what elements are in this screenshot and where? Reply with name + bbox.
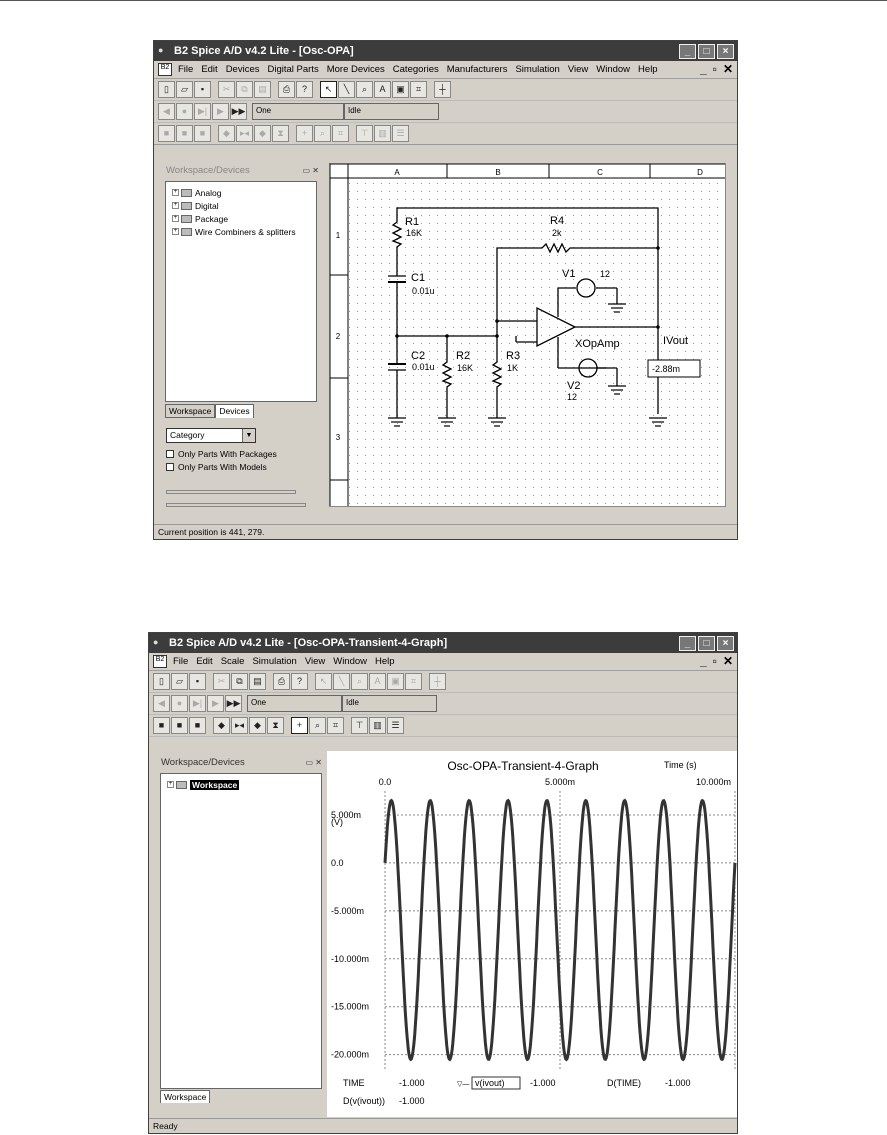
menu-view[interactable]: View xyxy=(304,656,326,667)
y-tick-label: -5.000m xyxy=(331,905,365,916)
cursor-icon[interactable]: ⊤ xyxy=(351,717,368,734)
r4-label: R4 xyxy=(550,215,565,227)
sim-mode-field: One xyxy=(247,695,342,712)
r2-label: R2 xyxy=(456,350,471,362)
stop3-icon[interactable]: ■ xyxy=(194,125,211,142)
copy-icon[interactable]: ⧉ xyxy=(236,81,253,98)
probe-value: -2.88m xyxy=(652,364,681,374)
r2-value: 16K xyxy=(457,363,474,373)
x-tick-label: 5.000m xyxy=(544,777,576,787)
graph-crop-icon[interactable]: ⌗ xyxy=(327,717,344,734)
folder-icon xyxy=(181,189,192,197)
v1-value: 12 xyxy=(600,269,611,279)
panel-splitter[interactable] xyxy=(166,490,296,494)
folder-icon xyxy=(181,215,192,223)
series-readout-label: v(ivout) xyxy=(475,1078,505,1088)
y-tick-label: 5.000m xyxy=(331,809,362,820)
mdi-minimize-button[interactable]: _ xyxy=(699,62,707,76)
maximize-button[interactable]: □ xyxy=(698,636,715,651)
label-icon[interactable]: ▣ xyxy=(387,673,404,690)
step-icon[interactable]: ▶| xyxy=(194,103,211,120)
dtime-readout-value: -1.000 xyxy=(665,1078,691,1088)
title-bar[interactable] xyxy=(149,633,737,653)
menu-help[interactable]: Help xyxy=(375,656,395,667)
document-icon[interactable]: B2 xyxy=(153,655,167,668)
tab-devices[interactable]: Devices xyxy=(215,404,253,418)
zoom-icon[interactable]: ⌕ xyxy=(356,81,373,98)
stop-icon[interactable]: ■ xyxy=(153,717,170,734)
text-icon[interactable]: A xyxy=(369,673,386,690)
rows-icon[interactable]: ☰ xyxy=(392,125,409,142)
series-marker-icon: ▽— xyxy=(457,1081,470,1088)
y-tick-label: -20.000m xyxy=(331,1049,370,1060)
dtime-readout-label: D(TIME) xyxy=(607,1078,641,1088)
workspace-panel xyxy=(158,755,326,1109)
sim-status-field: Idle xyxy=(344,103,439,120)
graph-crop-icon[interactable]: ⌗ xyxy=(332,125,349,142)
panel-slider[interactable] xyxy=(166,503,306,507)
fast-forward-icon[interactable]: ▶▶ xyxy=(225,695,242,712)
columns-icon[interactable]: ▥ xyxy=(369,717,386,734)
row-header-3: 3 xyxy=(335,433,341,442)
workspace-tree xyxy=(160,773,322,1089)
vertical-scrollbar[interactable] xyxy=(725,163,737,507)
text-icon[interactable]: A xyxy=(374,81,391,98)
transient-graph xyxy=(327,751,737,1117)
cut-icon[interactable]: ✂ xyxy=(213,673,230,690)
new-icon[interactable]: ▯ xyxy=(153,673,170,690)
col-header-c: C xyxy=(597,168,603,177)
tree-item-package[interactable]: + Package xyxy=(173,213,229,224)
schematic-drawing xyxy=(330,164,726,507)
graph-zoom-icon[interactable]: ⌕ xyxy=(314,125,331,142)
minimize-button[interactable]: _ xyxy=(679,636,696,651)
h-shrink-icon[interactable]: ▸◂ xyxy=(236,125,253,142)
save-icon[interactable]: ▪ xyxy=(194,81,211,98)
standard-toolbar xyxy=(154,79,737,101)
window-title: B2 Spice A/D v4.2 Lite - [Osc-OPA-Transient-4-Graph] xyxy=(169,637,448,649)
opamp-label: XOpAmp xyxy=(575,338,620,350)
time-readout-label: TIME xyxy=(343,1078,365,1088)
c2-value: 0.01u xyxy=(412,362,435,372)
dseries-readout-label: D(v(ivout)) xyxy=(343,1096,385,1106)
schematic-canvas[interactable] xyxy=(329,163,726,507)
v-expand-icon[interactable]: ◆ xyxy=(254,125,271,142)
menu-digital-parts[interactable]: Digital Parts xyxy=(267,64,319,75)
mdi-restore-button[interactable]: ▫ xyxy=(712,654,717,668)
y-tick-label: -15.000m xyxy=(331,1001,370,1012)
stop2-icon[interactable]: ■ xyxy=(171,717,188,734)
mdi-close-button[interactable]: ✕ xyxy=(722,654,733,668)
cut-icon[interactable]: ✂ xyxy=(218,81,235,98)
v-expand-icon[interactable]: ◆ xyxy=(249,717,266,734)
y-axis-label: (V) xyxy=(331,817,343,827)
help-icon[interactable]: ? xyxy=(291,673,308,690)
crosshair-icon[interactable]: + xyxy=(296,125,313,142)
tree-item-wire-combiners[interactable]: + Wire Combiners & splitters xyxy=(173,226,296,237)
play-icon[interactable]: ▶ xyxy=(212,103,229,120)
status-text: Current position is 441, 279. xyxy=(158,527,265,537)
menu-bar xyxy=(149,653,737,671)
y-tick-label: -10.000m xyxy=(331,953,370,964)
step-icon[interactable]: ▶| xyxy=(189,695,206,712)
copy-icon[interactable]: ⧉ xyxy=(231,673,248,690)
col-header-a: A xyxy=(394,168,400,177)
r3-label: R3 xyxy=(506,350,521,362)
time-readout-value: -1.000 xyxy=(399,1078,425,1088)
x-axis-label: Time (s) xyxy=(664,760,697,770)
panel-close-icon[interactable]: ▭ ✕ xyxy=(302,165,319,175)
simulation-toolbar xyxy=(154,101,737,123)
menu-edit[interactable]: Edit xyxy=(201,64,218,75)
packages-checkbox[interactable]: Only Parts With Packages xyxy=(166,449,277,459)
standard-toolbar xyxy=(149,671,737,693)
panel-tabs xyxy=(165,404,254,418)
cursor-icon[interactable]: ⊤ xyxy=(356,125,373,142)
c2-label: C2 xyxy=(411,350,426,362)
maximize-button[interactable]: □ xyxy=(698,44,715,59)
tree-item-digital[interactable]: + Digital xyxy=(173,200,219,211)
r4-value: 2k xyxy=(552,228,562,238)
stop2-icon[interactable]: ■ xyxy=(176,125,193,142)
simulation-toolbar xyxy=(149,693,737,715)
models-checkbox[interactable]: Only Parts With Models xyxy=(166,462,277,472)
title-bar[interactable] xyxy=(154,41,737,61)
stop-icon[interactable]: ■ xyxy=(158,125,175,142)
menu-more-devices[interactable]: More Devices xyxy=(326,64,385,75)
help-icon[interactable]: ? xyxy=(296,81,313,98)
r1-value: 16K xyxy=(406,228,423,238)
category-select[interactable]: Category ▼ xyxy=(166,428,256,443)
menu-file[interactable]: File xyxy=(173,656,189,667)
crop-icon[interactable]: ⌗ xyxy=(410,81,427,98)
h-shrink-icon[interactable]: ▸◂ xyxy=(231,717,248,734)
workspace-icon xyxy=(176,781,187,789)
v1-label: V1 xyxy=(562,268,576,280)
row-header-2: 2 xyxy=(335,332,341,341)
workspace-panel xyxy=(163,163,323,511)
schematic-window xyxy=(153,40,738,540)
graph-zoom-icon[interactable]: ⌕ xyxy=(309,717,326,734)
chevron-down-icon: ▼ xyxy=(242,429,255,442)
open-icon[interactable]: ▱ xyxy=(176,81,193,98)
menu-window[interactable]: Window xyxy=(333,656,368,667)
h-expand-icon[interactable]: ◆ xyxy=(218,125,235,142)
graph-window xyxy=(148,632,738,1134)
play-icon[interactable]: ▶ xyxy=(207,695,224,712)
menu-view[interactable]: View xyxy=(567,64,589,75)
menu-bar xyxy=(154,61,737,79)
sim-status-field: Idle xyxy=(342,695,437,712)
panel-title: Workspace/Devices ▭ ✕ xyxy=(161,756,322,768)
wire-icon[interactable]: ╲ xyxy=(333,673,350,690)
save-icon[interactable]: ▪ xyxy=(189,673,206,690)
app-icon: ● xyxy=(153,637,159,647)
menu-file[interactable]: File xyxy=(178,64,194,75)
tab-workspace[interactable]: Workspace xyxy=(165,404,215,418)
columns-icon[interactable]: ▥ xyxy=(374,125,391,142)
document-icon[interactable]: B2 xyxy=(158,63,172,76)
series-readout-value: -1.000 xyxy=(530,1078,556,1088)
status-text: Ready xyxy=(153,1121,178,1131)
crop-icon[interactable]: ⌗ xyxy=(405,673,422,690)
graph-toolbar xyxy=(154,123,737,145)
mdi-restore-button[interactable]: ▫ xyxy=(712,62,717,76)
fast-forward-icon[interactable]: ▶▶ xyxy=(230,103,247,120)
readouts xyxy=(343,1077,691,1106)
col-header-b: B xyxy=(495,168,501,177)
v2-value: 12 xyxy=(567,392,578,402)
minimize-button[interactable]: _ xyxy=(679,44,696,59)
junction-icon[interactable]: ┼ xyxy=(429,673,446,690)
panel-tabs xyxy=(160,1090,210,1103)
x-tick-label: 0.0 xyxy=(378,777,392,787)
pointer-icon[interactable]: ↖ xyxy=(320,81,337,98)
panel-title: Workspace/Devices ▭ ✕ xyxy=(166,164,319,176)
horizontal-scrollbar[interactable] xyxy=(329,506,726,518)
back-icon[interactable]: ◀ xyxy=(153,695,170,712)
c1-value: 0.01u xyxy=(412,286,435,296)
menu-manufacturers[interactable]: Manufacturers xyxy=(446,64,508,75)
stop3-icon[interactable]: ■ xyxy=(189,717,206,734)
paste-icon[interactable]: ▤ xyxy=(254,81,271,98)
new-icon[interactable]: ▯ xyxy=(158,81,175,98)
app-icon: ● xyxy=(158,45,164,55)
h-expand-icon[interactable]: ◆ xyxy=(213,717,230,734)
mdi-minimize-button[interactable]: _ xyxy=(699,654,707,668)
menu-simulation[interactable]: Simulation xyxy=(515,64,560,75)
dseries-readout-value: -1.000 xyxy=(399,1096,425,1106)
tree-item-analog[interactable]: + Analog xyxy=(173,187,222,198)
print-icon[interactable]: ⎙ xyxy=(273,673,290,690)
tree-item-workspace[interactable]: + Workspace xyxy=(168,779,238,790)
wire-icon[interactable]: ╲ xyxy=(338,81,355,98)
v-shrink-icon[interactable]: ⧗ xyxy=(272,125,289,142)
record-icon[interactable]: ● xyxy=(176,103,193,120)
pointer-icon[interactable]: ↖ xyxy=(315,673,332,690)
device-tree xyxy=(165,181,317,402)
y-tick-label: 0.0 xyxy=(331,857,344,868)
zoom-icon[interactable]: ⌕ xyxy=(351,673,368,690)
menu-edit[interactable]: Edit xyxy=(196,656,213,667)
mdi-close-button[interactable]: ✕ xyxy=(722,62,733,76)
folder-icon xyxy=(181,202,192,210)
junction-icon[interactable]: ┼ xyxy=(434,81,451,98)
folder-icon xyxy=(181,228,192,236)
menu-simulation[interactable]: Simulation xyxy=(252,656,297,667)
window-title: B2 Spice A/D v4.2 Lite - [Osc-OPA] xyxy=(174,45,354,57)
x-tick-label: 10.000m xyxy=(695,777,731,787)
chart-title: Osc-OPA-Transient-4-Graph xyxy=(447,759,599,773)
close-button[interactable]: × xyxy=(717,636,734,651)
open-icon[interactable]: ▱ xyxy=(171,673,188,690)
status-bar xyxy=(154,524,737,539)
menu-window[interactable]: Window xyxy=(596,64,631,75)
graph-canvas[interactable] xyxy=(327,751,737,1117)
probe-label: IVout xyxy=(663,335,689,347)
close-button[interactable]: × xyxy=(717,44,734,59)
menu-scale[interactable]: Scale xyxy=(220,656,245,667)
menu-categories[interactable]: Categories xyxy=(392,64,439,75)
row-header-1: 1 xyxy=(335,231,341,240)
rows-icon[interactable]: ☰ xyxy=(387,717,404,734)
panel-close-icon[interactable]: ▭ ✕ xyxy=(305,757,322,767)
tab-workspace[interactable]: Workspace xyxy=(160,1090,210,1103)
print-icon[interactable]: ⎙ xyxy=(278,81,295,98)
col-header-d: D xyxy=(697,168,703,177)
crosshair-icon[interactable]: + xyxy=(291,717,308,734)
r1-label: R1 xyxy=(405,216,420,228)
status-bar xyxy=(149,1118,737,1133)
record-icon[interactable]: ● xyxy=(171,695,188,712)
graph-toolbar xyxy=(149,715,737,737)
menu-devices[interactable]: Devices xyxy=(225,64,260,75)
v-shrink-icon[interactable]: ⧗ xyxy=(267,717,284,734)
paste-icon[interactable]: ▤ xyxy=(249,673,266,690)
back-icon[interactable]: ◀ xyxy=(158,103,175,120)
v2-label: V2 xyxy=(567,380,581,392)
menu-help[interactable]: Help xyxy=(638,64,658,75)
page-top-rule xyxy=(0,0,887,1)
label-icon[interactable]: ▣ xyxy=(392,81,409,98)
r3-value: 1K xyxy=(507,363,519,373)
c1-label: C1 xyxy=(411,272,426,284)
sim-mode-field: One xyxy=(252,103,344,120)
